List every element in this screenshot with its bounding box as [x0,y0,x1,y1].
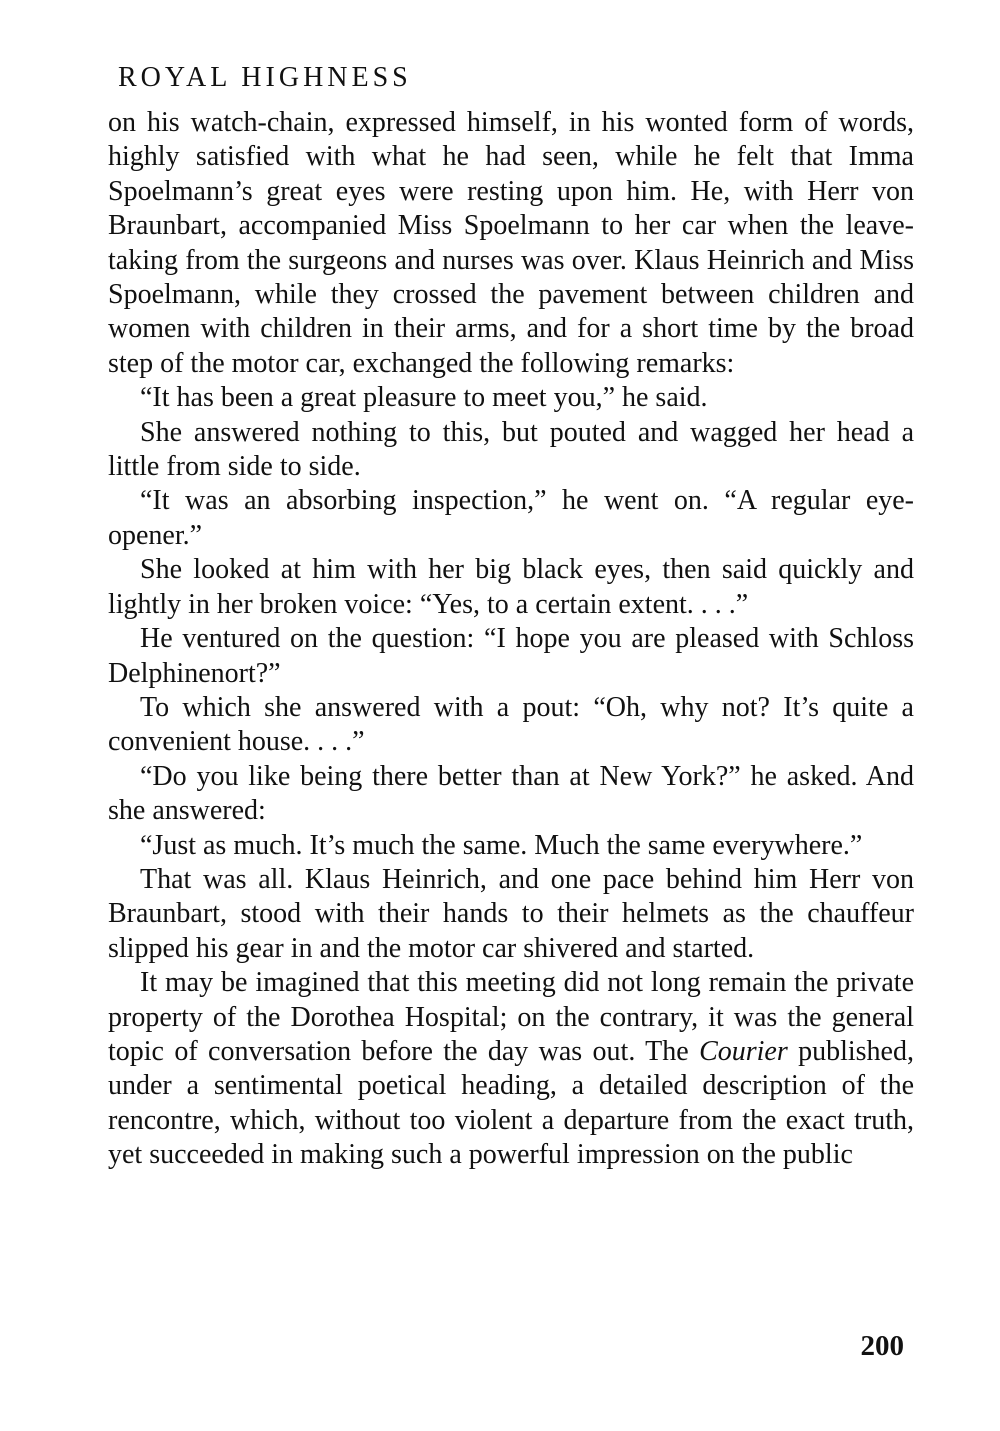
paragraph-4: “It was an absorbing inspection,” he went on. “A regular eye-opener.” [108,485,914,551]
page-number: 200 [860,1330,904,1362]
paragraph-1: on his watch-chain, expressed himself, in his wonted form of words, highly satisfied with what he had seen, while he felt that Imma Spoelmann’s great eyes were resting upon him. He, with Herr von Braunbart, accompanied Miss Spoelmann to her car when the leave-taking from the surgeons and nurses was over. Klaus Heinrich and Miss Spoelmann, while they crossed the pavement between children and women with children in their arms, and for a short time by the broad step of the motor car, exchanged the following remarks: [108,107,914,379]
paragraph-5: She looked at him with her big black eyes, then said quickly and lightly in her broken voice: “Yes, to a certain extent. . . .” [108,554,914,620]
paragraph-11-start: It may be imagined that this meeting did not long remain the private property of the Dorothea Hospital; on the contrary, it was the general topic of conversation before the day was out. The [108,967,914,1067]
running-title: ROYAL HIGHNESS [118,62,412,93]
paragraph-2: “It has been a great pleasure to meet you,” he said. [140,382,708,414]
body-text [108,106,914,1173]
paragraph-7: To which she answered with a pout: “Oh, why not? It’s quite a convenient house. . . .” [108,691,914,758]
paragraph-8: “Do you like being there better than at New York?” he asked. And she answered: [108,760,914,827]
paragraph-11-end: published, under a sentimental poetical heading, a detailed description of the rencontre, which, without too violent a departure from the exact truth, yet succeeded in making such a powerful impression on the public [108,1035,914,1171]
paragraph-6: He ventured on the question: “I hope you are pleased with Schloss Delphinenort?” [108,623,914,689]
paragraph-11 [108,966,914,1172]
paragraph-3: She answered nothing to this, but pouted and wagged her head a little from side to side. [108,416,914,483]
paragraph-9: “Just as much. It’s much the same. Much the same everywhere.” [140,829,863,861]
paragraph-10: That was all. Klaus Heinrich, and one pace behind him Herr von Braunbart, stood with their hands to their helmets as the chauffeur slipped his gear in and the motor car shivered and started. [108,863,914,964]
newspaper-title: Courier [699,1035,788,1067]
